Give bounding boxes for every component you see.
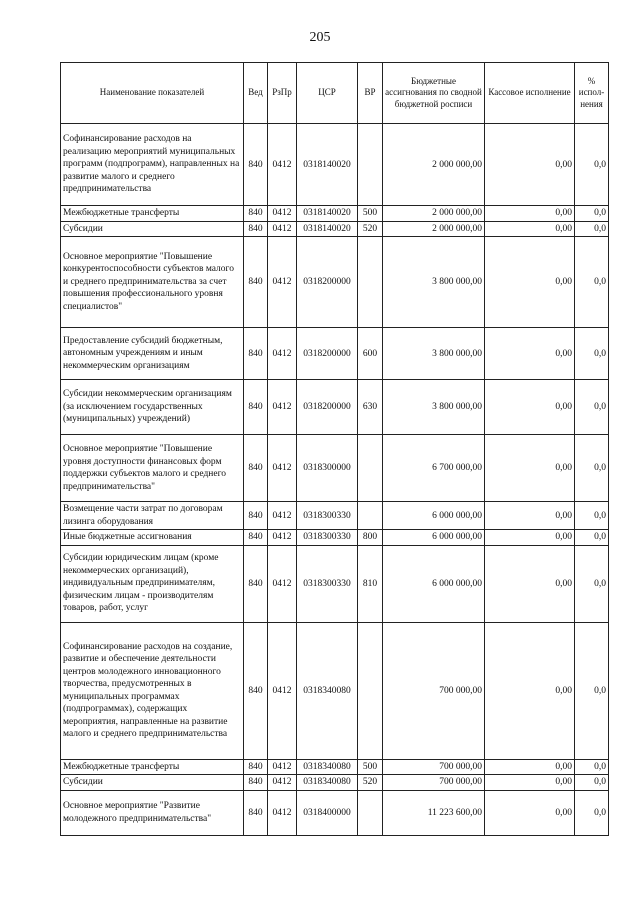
cell-rzpr: 0412 [268, 545, 297, 622]
table-row [61, 237, 609, 328]
cell-rzpr: 0412 [268, 124, 297, 206]
cell-rzpr: 0412 [268, 759, 297, 775]
cell-name: Предоставление субсидий бюджетным, автономным учреждениям и иным некоммерческим организациям [61, 328, 244, 380]
cell-budget: 6 000 000,00 [383, 545, 485, 622]
cell-vr [358, 790, 383, 835]
cell-csr: 0318400000 [297, 790, 358, 835]
cell-pct: 0,0 [575, 380, 609, 435]
cell-csr: 0318140020 [297, 206, 358, 222]
cell-pct: 0,0 [575, 435, 609, 502]
cell-vr: 500 [358, 206, 383, 222]
cell-csr: 0318340080 [297, 759, 358, 775]
header-cash: Кассовое исполнение [485, 63, 575, 124]
cell-budget: 6 000 000,00 [383, 502, 485, 530]
cell-name: Субсидии некоммерческим организациям (за исключением государственных (муниципальных) учреждений) [61, 380, 244, 435]
cell-ved: 840 [244, 237, 268, 328]
cell-vr [358, 622, 383, 759]
cell-budget: 3 800 000,00 [383, 380, 485, 435]
cell-cash: 0,00 [485, 206, 575, 222]
cell-cash: 0,00 [485, 380, 575, 435]
table-row [61, 502, 609, 530]
cell-name: Основное мероприятие "Повышение уровня доступности финансовых форм поддержки субъектов малого и среднего предпринимательства" [61, 435, 244, 502]
table-row [61, 124, 609, 206]
cell-csr: 0318140020 [297, 221, 358, 237]
cell-ved: 840 [244, 124, 268, 206]
cell-rzpr: 0412 [268, 328, 297, 380]
cell-cash: 0,00 [485, 124, 575, 206]
cell-name: Субсидии юридическим лицам (кроме некоммерческих организаций), индивидуальным предпринимателям, физическим лицам - производителям товаров, работ, услуг [61, 545, 244, 622]
cell-pct: 0,0 [575, 759, 609, 775]
cell-vr: 600 [358, 328, 383, 380]
table-row [61, 206, 609, 222]
cell-vr: 520 [358, 221, 383, 237]
cell-name: Основное мероприятие "Повышение конкурентоспособности субъектов малого и среднего предпринимательства за счет повышения профессионального уровня специалистов" [61, 237, 244, 328]
cell-cash: 0,00 [485, 328, 575, 380]
cell-pct: 0,0 [575, 206, 609, 222]
cell-pct: 0,0 [575, 622, 609, 759]
cell-name: Софинансирование расходов на реализацию мероприятий муниципальных программ (подпрограмм), направленных на развитие малого и среднего предпринимательства [61, 124, 244, 206]
cell-vr: 630 [358, 380, 383, 435]
cell-csr: 0318300000 [297, 435, 358, 502]
cell-ved: 840 [244, 206, 268, 222]
header-ved: Вед [244, 63, 268, 124]
cell-budget: 700 000,00 [383, 759, 485, 775]
cell-csr: 0318140020 [297, 124, 358, 206]
header-vr: ВР [358, 63, 383, 124]
table-row [61, 790, 609, 835]
cell-budget: 3 800 000,00 [383, 328, 485, 380]
cell-pct: 0,0 [575, 328, 609, 380]
cell-budget: 2 000 000,00 [383, 124, 485, 206]
cell-rzpr: 0412 [268, 790, 297, 835]
cell-pct: 0,0 [575, 221, 609, 237]
table-row [61, 328, 609, 380]
cell-rzpr: 0412 [268, 221, 297, 237]
table-row [61, 221, 609, 237]
cell-name: Софинансирование расходов на создание, развитие и обеспечение деятельности центров молодежного инновационного творчества, предусмотренных в муниципальных программах (подпрограммах), содержащих мероприятия, направленные на развитие малого и среднего предпринимательства [61, 622, 244, 759]
cell-ved: 840 [244, 328, 268, 380]
cell-name: Основное мероприятие "Развитие молодежного предпринимательства" [61, 790, 244, 835]
cell-budget: 3 800 000,00 [383, 237, 485, 328]
cell-ved: 840 [244, 435, 268, 502]
header-csr: ЦСР [297, 63, 358, 124]
cell-csr: 0318300330 [297, 545, 358, 622]
cell-vr: 520 [358, 775, 383, 791]
cell-cash: 0,00 [485, 221, 575, 237]
cell-vr: 810 [358, 545, 383, 622]
cell-cash: 0,00 [485, 545, 575, 622]
cell-name: Субсидии [61, 775, 244, 791]
cell-cash: 0,00 [485, 759, 575, 775]
cell-vr [358, 237, 383, 328]
cell-pct: 0,0 [575, 545, 609, 622]
header-budget: Бюджетные ассигнования по сводной бюджетной росписи [383, 63, 485, 124]
cell-pct: 0,0 [575, 124, 609, 206]
table-row [61, 622, 609, 759]
table-row [61, 545, 609, 622]
cell-ved: 840 [244, 545, 268, 622]
cell-budget: 11 223 600,00 [383, 790, 485, 835]
cell-budget: 700 000,00 [383, 775, 485, 791]
cell-name: Межбюджетные трансферты [61, 759, 244, 775]
cell-ved: 840 [244, 622, 268, 759]
cell-csr: 0318200000 [297, 380, 358, 435]
cell-vr: 800 [358, 530, 383, 546]
cell-rzpr: 0412 [268, 502, 297, 530]
cell-cash: 0,00 [485, 775, 575, 791]
cell-rzpr: 0412 [268, 206, 297, 222]
cell-rzpr: 0412 [268, 775, 297, 791]
cell-ved: 840 [244, 380, 268, 435]
page-number: 205 [309, 30, 331, 45]
cell-ved: 840 [244, 759, 268, 775]
cell-cash: 0,00 [485, 502, 575, 530]
header-rzpr: РзПр [268, 63, 297, 124]
cell-rzpr: 0412 [268, 530, 297, 546]
cell-name: Субсидии [61, 221, 244, 237]
cell-rzpr: 0412 [268, 380, 297, 435]
cell-vr [358, 124, 383, 206]
cell-vr [358, 435, 383, 502]
table-row [61, 380, 609, 435]
cell-cash: 0,00 [485, 790, 575, 835]
cell-pct: 0,0 [575, 502, 609, 530]
cell-budget: 700 000,00 [383, 622, 485, 759]
cell-rzpr: 0412 [268, 237, 297, 328]
cell-vr [358, 502, 383, 530]
table-row [61, 759, 609, 775]
cell-budget: 2 000 000,00 [383, 221, 485, 237]
cell-pct: 0,0 [575, 530, 609, 546]
header-pct: % испол-нения [575, 63, 609, 124]
budget-table [60, 62, 609, 836]
cell-rzpr: 0412 [268, 622, 297, 759]
cell-ved: 840 [244, 775, 268, 791]
cell-name: Иные бюджетные ассигнования [61, 530, 244, 546]
cell-cash: 0,00 [485, 435, 575, 502]
cell-pct: 0,0 [575, 790, 609, 835]
table-row [61, 775, 609, 791]
cell-csr: 0318300330 [297, 530, 358, 546]
cell-csr: 0318340080 [297, 775, 358, 791]
cell-rzpr: 0412 [268, 435, 297, 502]
header-name: Наименование показателей [61, 63, 244, 124]
cell-ved: 840 [244, 502, 268, 530]
cell-budget: 2 000 000,00 [383, 206, 485, 222]
cell-ved: 840 [244, 790, 268, 835]
cell-cash: 0,00 [485, 237, 575, 328]
cell-budget: 6 700 000,00 [383, 435, 485, 502]
table-row [61, 530, 609, 546]
cell-cash: 0,00 [485, 622, 575, 759]
cell-ved: 840 [244, 530, 268, 546]
cell-csr: 0318300330 [297, 502, 358, 530]
table-header-row [61, 63, 609, 124]
cell-name: Межбюджетные трансферты [61, 206, 244, 222]
cell-csr: 0318340080 [297, 622, 358, 759]
cell-ved: 840 [244, 221, 268, 237]
cell-csr: 0318200000 [297, 328, 358, 380]
cell-vr: 500 [358, 759, 383, 775]
cell-csr: 0318200000 [297, 237, 358, 328]
cell-cash: 0,00 [485, 530, 575, 546]
cell-pct: 0,0 [575, 237, 609, 328]
cell-name: Возмещение части затрат по договорам лизинга оборудования [61, 502, 244, 530]
cell-budget: 6 000 000,00 [383, 530, 485, 546]
cell-pct: 0,0 [575, 775, 609, 791]
table-row [61, 435, 609, 502]
